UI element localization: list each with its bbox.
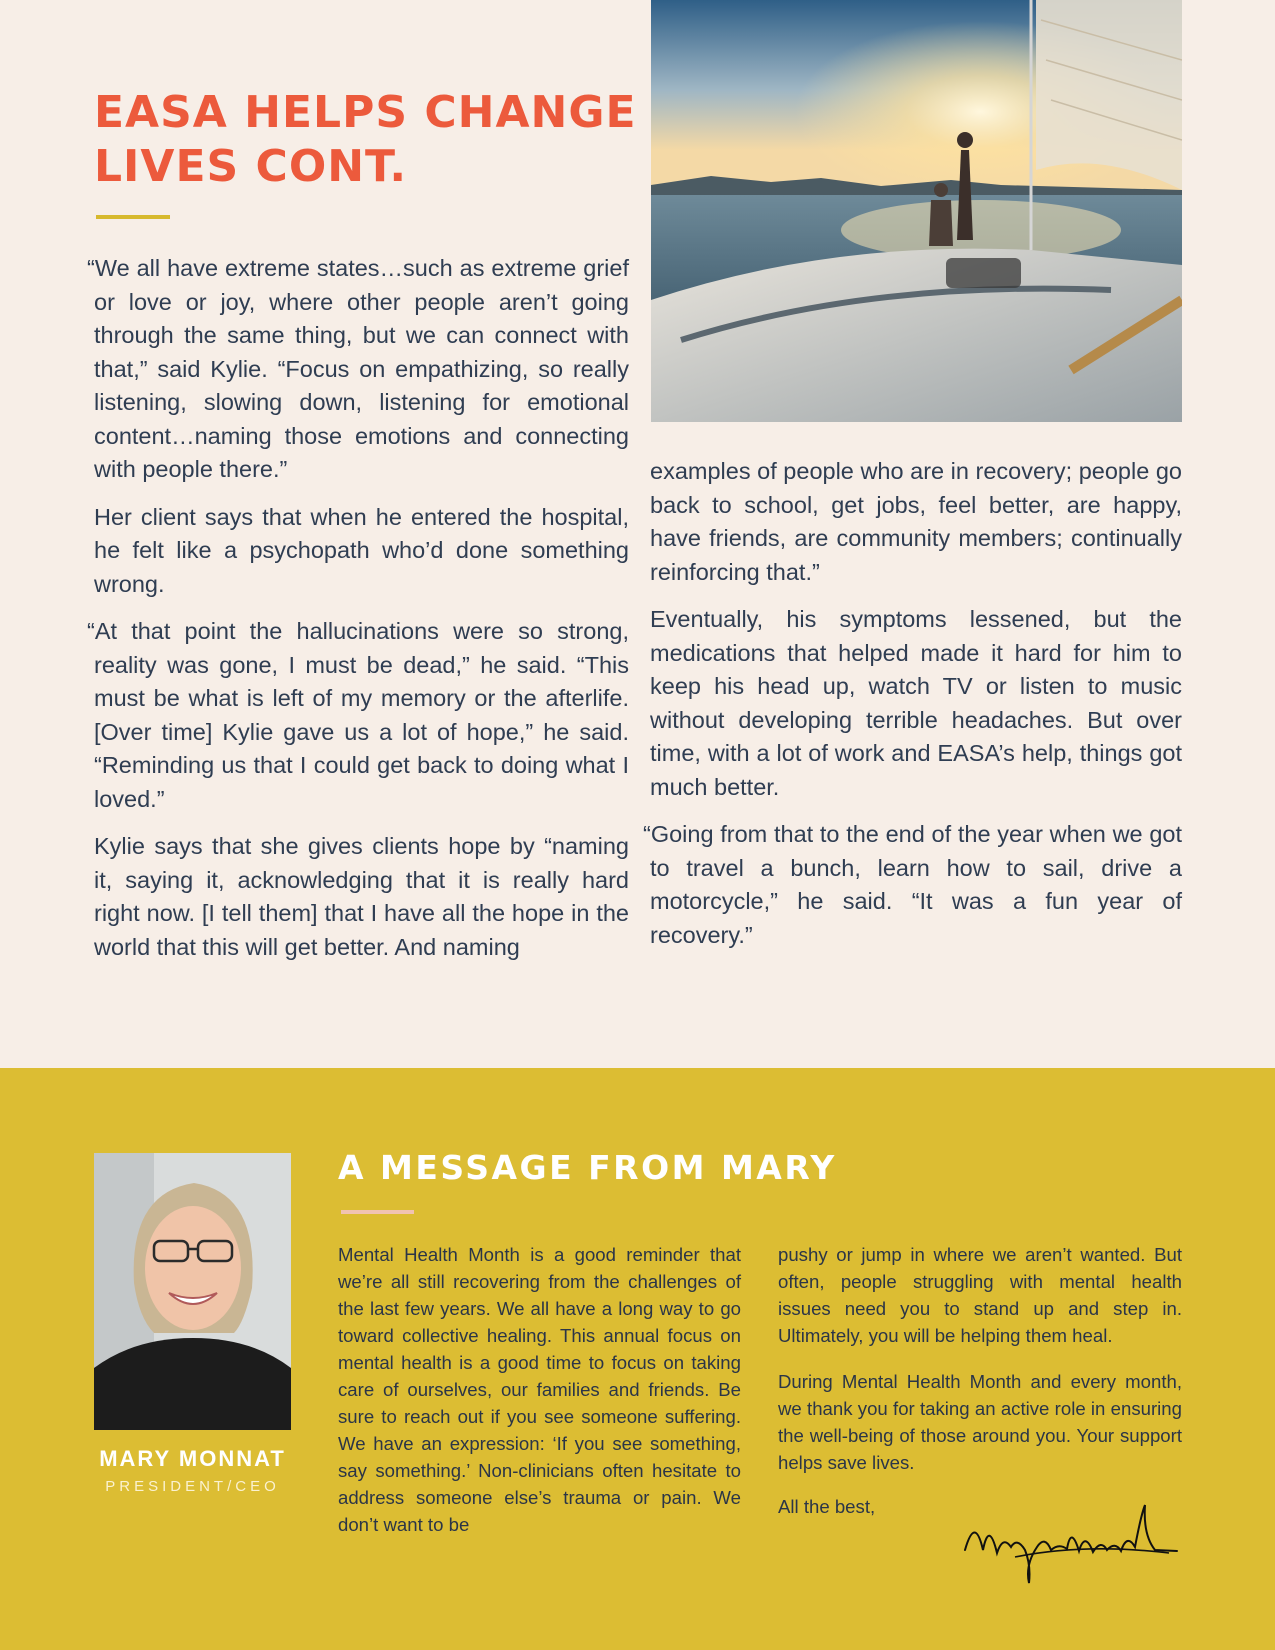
sailboat-photo-illustration: [651, 0, 1182, 422]
title-underline: [96, 215, 170, 219]
article-paragraph: examples of people who are in recovery; people go back to school, get jobs, feel better, are happy, have friends, are community members; continually reinforcing that.”: [650, 458, 1182, 585]
article-paragraph: “We all have extreme states…such as extreme grief or love or joy, where other people aren’t going through the same thing, but we can connect with that,” said Kylie. “Focus on empathizing, so really listening, slowing down, listening for emotional content…naming those emotions and connecting with people there.”: [87, 255, 629, 482]
article-title: EASA HELPS CHANGE LIVES CONT.: [94, 87, 637, 192]
article-left-column: [87, 252, 629, 978]
message-paragraph: Mental Health Month is a good reminder that we’re all still recovering from the challenges of the last few years. We all have a long way to go toward collective healing. This annual focus on mental health is a good time to focus on taking care of ourselves, our families and friends. Be sure to reach out if you see someone suffering. We have an expression: ‘If you see something, say something.’ Non-clinicians often hesitate to address someone else’s trauma or pain. We don’t want to be: [338, 1244, 741, 1535]
message-title: A MESSAGE FROM MARY: [338, 1148, 837, 1187]
message-right-column: [778, 1241, 1182, 1495]
mary-portrait-photo: [94, 1153, 291, 1430]
article-paragraph: Her client says that when he entered the hospital, he felt like a psychopath who’d done something wrong.: [94, 503, 629, 597]
person-name: MARY MONNAT: [99, 1446, 286, 1471]
sailboat-photo: [651, 0, 1182, 422]
article-paragraph: “Going from that to the end of the year when we got to travel a bunch, learn how to sail, drive a motorcycle,” he said. “It was a fun year of recovery.”: [643, 821, 1182, 948]
person-role: PRESIDENT/CEO: [105, 1478, 280, 1495]
article-paragraph: “At that point the hallucinations were so strong, reality was gone, I must be dead,” he said. “This must be what is left of my memory or the afterlife. [Over time] Kylie gave us a lot of hope,” he said. “Reminding us that I could get back to doing what I loved.”: [87, 618, 629, 812]
message-left-column: [338, 1241, 741, 1557]
article-paragraph: Kylie says that she gives clients hope by “naming it, saying it, acknowledging that it is really hard right now. [I tell them] that I have all the hope in the world that this will get better. And naming: [94, 833, 629, 960]
portrait-illustration: [94, 1153, 291, 1430]
signature-mark: [955, 1495, 1185, 1590]
message-title-underline: [341, 1210, 414, 1214]
message-paragraph: During Mental Health Month and every month, we thank you for taking an active role in ensuring the well-being of those around you. Your support helps save lives.: [778, 1371, 1182, 1473]
article-right-column: [643, 455, 1182, 966]
closing-text: All the best,: [778, 1496, 876, 1517]
handwritten-signature: [955, 1495, 1185, 1590]
message-paragraph: pushy or jump in where we aren’t wanted. But often, people struggling with mental health issues need you to stand up and step in. Ultimately, you will be helping them heal.: [778, 1244, 1182, 1346]
article-paragraph: Eventually, his symptoms lessened, but the medications that helped made it hard for him to keep his head up, watch TV or listen to music without developing terrible headaches. But over time, with a lot of work and EASA’s help, things got much better.: [650, 606, 1182, 800]
